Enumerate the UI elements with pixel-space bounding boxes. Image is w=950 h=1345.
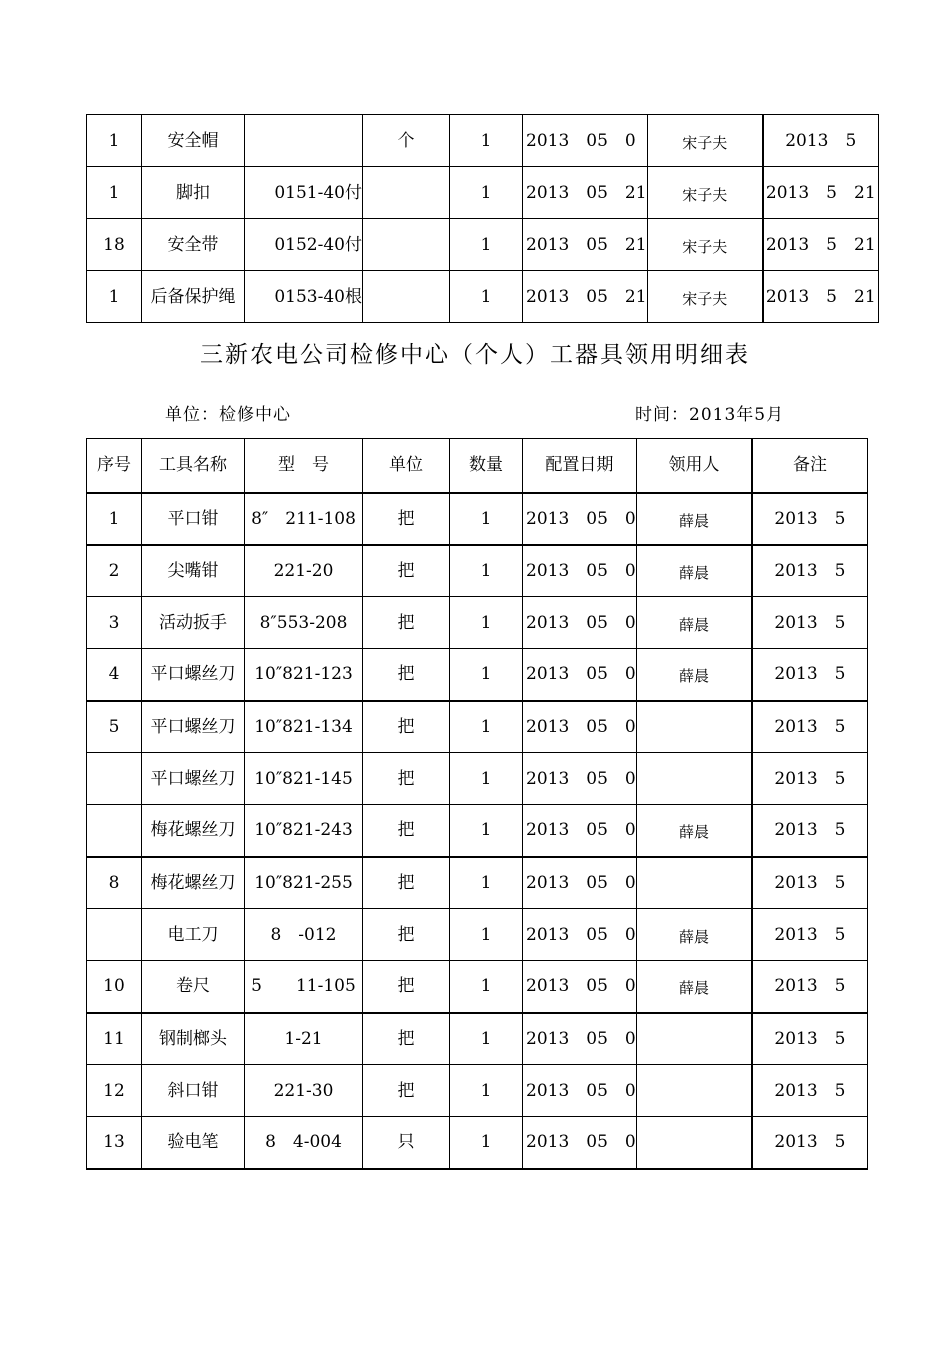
cell-remark: 2013 5 <box>752 805 867 857</box>
cell-date: 2013 05 0 <box>523 753 637 805</box>
cell-remark: 2013 5 <box>752 545 867 597</box>
table-row <box>87 1013 868 1065</box>
cell-model: 10″821-145 <box>245 753 363 805</box>
cell-person: 宋子夫 <box>647 115 763 167</box>
cell-qty: 1 <box>450 961 523 1013</box>
header-qty: 数量 <box>450 439 523 493</box>
header-remark: 备注 <box>752 439 867 493</box>
cell-name: 后备保护绳 <box>142 271 245 323</box>
cell-date: 2013 05 0 <box>523 805 637 857</box>
cell-seq: 1 <box>87 115 142 167</box>
cell-model: 5 11-105 <box>245 961 363 1013</box>
cell-model: 10″821-134 <box>245 701 363 753</box>
cell-unit: 把 <box>363 1013 450 1065</box>
cell-person <box>636 701 752 753</box>
cell-unit: 把 <box>363 857 450 909</box>
cell-model: 10″821-123 <box>245 649 363 701</box>
cell-person: 薛晨 <box>636 493 752 545</box>
cell-unit <box>363 219 450 271</box>
cell-model: 0151-40付 <box>245 167 363 219</box>
table-row <box>87 753 868 805</box>
table-row <box>87 271 879 323</box>
cell-unit: 把 <box>363 1065 450 1117</box>
cell-unit: 把 <box>363 597 450 649</box>
header-date: 配置日期 <box>523 439 637 493</box>
cell-remark: 2013 5 <box>752 909 867 961</box>
table-row <box>87 909 868 961</box>
cell-model: 8″ 211-108 <box>245 493 363 545</box>
cell-name: 平口钳 <box>142 493 245 545</box>
cell-model: 221-30 <box>245 1065 363 1117</box>
cell-date: 2013 05 0 <box>523 701 637 753</box>
cell-qty: 1 <box>450 805 523 857</box>
cell-seq <box>87 805 142 857</box>
tool-table-body <box>87 493 868 1169</box>
cell-seq <box>87 753 142 805</box>
cell-unit: 把 <box>363 649 450 701</box>
cell-unit: 个 <box>363 115 450 167</box>
cell-remark: 2013 5 <box>752 597 867 649</box>
header-name: 工具名称 <box>142 439 245 493</box>
table-row <box>87 545 868 597</box>
cell-name: 钢制榔头 <box>142 1013 245 1065</box>
cell-qty: 1 <box>450 1013 523 1065</box>
cell-seq: 1 <box>87 493 142 545</box>
cell-name: 验电笔 <box>142 1117 245 1169</box>
cell-date: 2013 05 0 <box>523 1065 637 1117</box>
cell-qty: 1 <box>450 167 523 219</box>
cell-name: 卷尺 <box>142 961 245 1013</box>
table-row <box>87 1117 868 1169</box>
cell-qty: 1 <box>450 219 523 271</box>
cell-model: 8 4-004 <box>245 1117 363 1169</box>
cell-date: 2013 05 0 <box>523 545 637 597</box>
cell-unit: 把 <box>363 545 450 597</box>
cell-model: 10″821-243 <box>245 805 363 857</box>
cell-unit <box>363 167 450 219</box>
cell-name: 斜口钳 <box>142 1065 245 1117</box>
cell-date: 2013 05 0 <box>523 597 637 649</box>
cell-name: 电工刀 <box>142 909 245 961</box>
cell-seq: 2 <box>87 545 142 597</box>
cell-date: 2013 05 0 <box>523 1013 637 1065</box>
cell-unit: 只 <box>363 1117 450 1169</box>
top-table-body <box>87 115 879 323</box>
cell-date: 2013 05 0 <box>523 857 637 909</box>
cell-date: 2013 05 21 <box>523 271 648 323</box>
time-label: 时间：2013年5月 <box>635 405 785 425</box>
cell-model <box>245 115 363 167</box>
cell-seq: 10 <box>87 961 142 1013</box>
header-unit: 单位 <box>363 439 450 493</box>
cell-remark: 2013 5 <box>752 857 867 909</box>
cell-qty: 1 <box>450 649 523 701</box>
cell-seq: 4 <box>87 649 142 701</box>
cell-qty: 1 <box>450 493 523 545</box>
cell-name: 平口螺丝刀 <box>142 649 245 701</box>
cell-date: 2013 05 0 <box>523 961 637 1013</box>
cell-qty: 1 <box>450 545 523 597</box>
cell-seq: 1 <box>87 271 142 323</box>
cell-remark: 2013 5 <box>752 701 867 753</box>
cell-remark: 2013 5 <box>752 1117 867 1169</box>
cell-qty: 1 <box>450 597 523 649</box>
table-row <box>87 701 868 753</box>
cell-person <box>636 1013 752 1065</box>
cell-name: 平口螺丝刀 <box>142 701 245 753</box>
cell-remark: 2013 5 21 <box>763 271 878 323</box>
cell-person: 薛晨 <box>636 649 752 701</box>
cell-qty: 1 <box>450 271 523 323</box>
cell-person: 薛晨 <box>636 961 752 1013</box>
cell-name: 安全带 <box>142 219 245 271</box>
cell-person: 薛晨 <box>636 909 752 961</box>
table-row <box>87 167 879 219</box>
cell-qty: 1 <box>450 909 523 961</box>
cell-qty: 1 <box>450 701 523 753</box>
cell-model: 8″553-208 <box>245 597 363 649</box>
cell-person <box>636 1117 752 1169</box>
header-seq: 序号 <box>87 439 142 493</box>
cell-qty: 1 <box>450 753 523 805</box>
cell-remark: 2013 5 <box>752 753 867 805</box>
cell-remark: 2013 5 21 <box>763 219 878 271</box>
cell-remark: 2013 5 <box>752 961 867 1013</box>
table-row <box>87 649 868 701</box>
cell-seq: 18 <box>87 219 142 271</box>
cell-seq: 11 <box>87 1013 142 1065</box>
cell-seq: 3 <box>87 597 142 649</box>
cell-model: 221-20 <box>245 545 363 597</box>
cell-remark: 2013 5 <box>752 1013 867 1065</box>
table-row <box>87 597 868 649</box>
cell-seq: 8 <box>87 857 142 909</box>
cell-remark: 2013 5 <box>752 493 867 545</box>
cell-name: 尖嘴钳 <box>142 545 245 597</box>
cell-remark: 2013 5 21 <box>763 167 878 219</box>
cell-unit: 把 <box>363 701 450 753</box>
cell-name: 活动扳手 <box>142 597 245 649</box>
tool-table <box>86 438 868 1170</box>
cell-remark: 2013 5 <box>763 115 878 167</box>
cell-remark: 2013 5 <box>752 1065 867 1117</box>
cell-name: 梅花螺丝刀 <box>142 805 245 857</box>
cell-name: 安全帽 <box>142 115 245 167</box>
cell-seq: 13 <box>87 1117 142 1169</box>
cell-model: 1-21 <box>245 1013 363 1065</box>
cell-model: 8 -012 <box>245 909 363 961</box>
document-title: 三新农电公司检修中心（个人）工器具领用明细表 <box>200 342 750 368</box>
cell-unit <box>363 271 450 323</box>
unit-label: 单位：检修中心 <box>165 405 291 425</box>
table-row <box>87 219 879 271</box>
cell-date: 2013 05 21 <box>523 167 648 219</box>
cell-name: 脚扣 <box>142 167 245 219</box>
table-row <box>87 805 868 857</box>
table-row <box>87 1065 868 1117</box>
table-row <box>87 115 879 167</box>
cell-qty: 1 <box>450 1065 523 1117</box>
cell-remark: 2013 5 <box>752 649 867 701</box>
cell-unit: 把 <box>363 753 450 805</box>
cell-seq: 1 <box>87 167 142 219</box>
table-row <box>87 961 868 1013</box>
cell-person: 薛晨 <box>636 805 752 857</box>
cell-qty: 1 <box>450 857 523 909</box>
cell-person: 薛晨 <box>636 545 752 597</box>
cell-date: 2013 05 0 <box>523 909 637 961</box>
cell-person: 宋子夫 <box>647 271 763 323</box>
cell-person: 宋子夫 <box>647 167 763 219</box>
header-person: 领用人 <box>636 439 752 493</box>
cell-name: 梅花螺丝刀 <box>142 857 245 909</box>
cell-date: 2013 05 0 <box>523 493 637 545</box>
cell-person: 薛晨 <box>636 597 752 649</box>
cell-model: 0152-40付 <box>245 219 363 271</box>
cell-person <box>636 857 752 909</box>
cell-date: 2013 05 0 <box>523 649 637 701</box>
cell-seq: 12 <box>87 1065 142 1117</box>
table-row <box>87 493 868 545</box>
cell-name: 平口螺丝刀 <box>142 753 245 805</box>
cell-unit: 把 <box>363 961 450 1013</box>
cell-qty: 1 <box>450 1117 523 1169</box>
top-table <box>86 114 879 323</box>
cell-date: 2013 05 21 <box>523 219 648 271</box>
cell-unit: 把 <box>363 909 450 961</box>
cell-model: 10″821-255 <box>245 857 363 909</box>
cell-model: 0153-40根 <box>245 271 363 323</box>
cell-person <box>636 1065 752 1117</box>
cell-person <box>636 753 752 805</box>
cell-date: 2013 05 0 <box>523 115 648 167</box>
table-header-row <box>87 439 868 493</box>
cell-seq: 5 <box>87 701 142 753</box>
cell-unit: 把 <box>363 493 450 545</box>
cell-person: 宋子夫 <box>647 219 763 271</box>
cell-seq <box>87 909 142 961</box>
cell-unit: 把 <box>363 805 450 857</box>
cell-qty: 1 <box>450 115 523 167</box>
table-row <box>87 857 868 909</box>
header-model: 型 号 <box>245 439 363 493</box>
cell-date: 2013 05 0 <box>523 1117 637 1169</box>
